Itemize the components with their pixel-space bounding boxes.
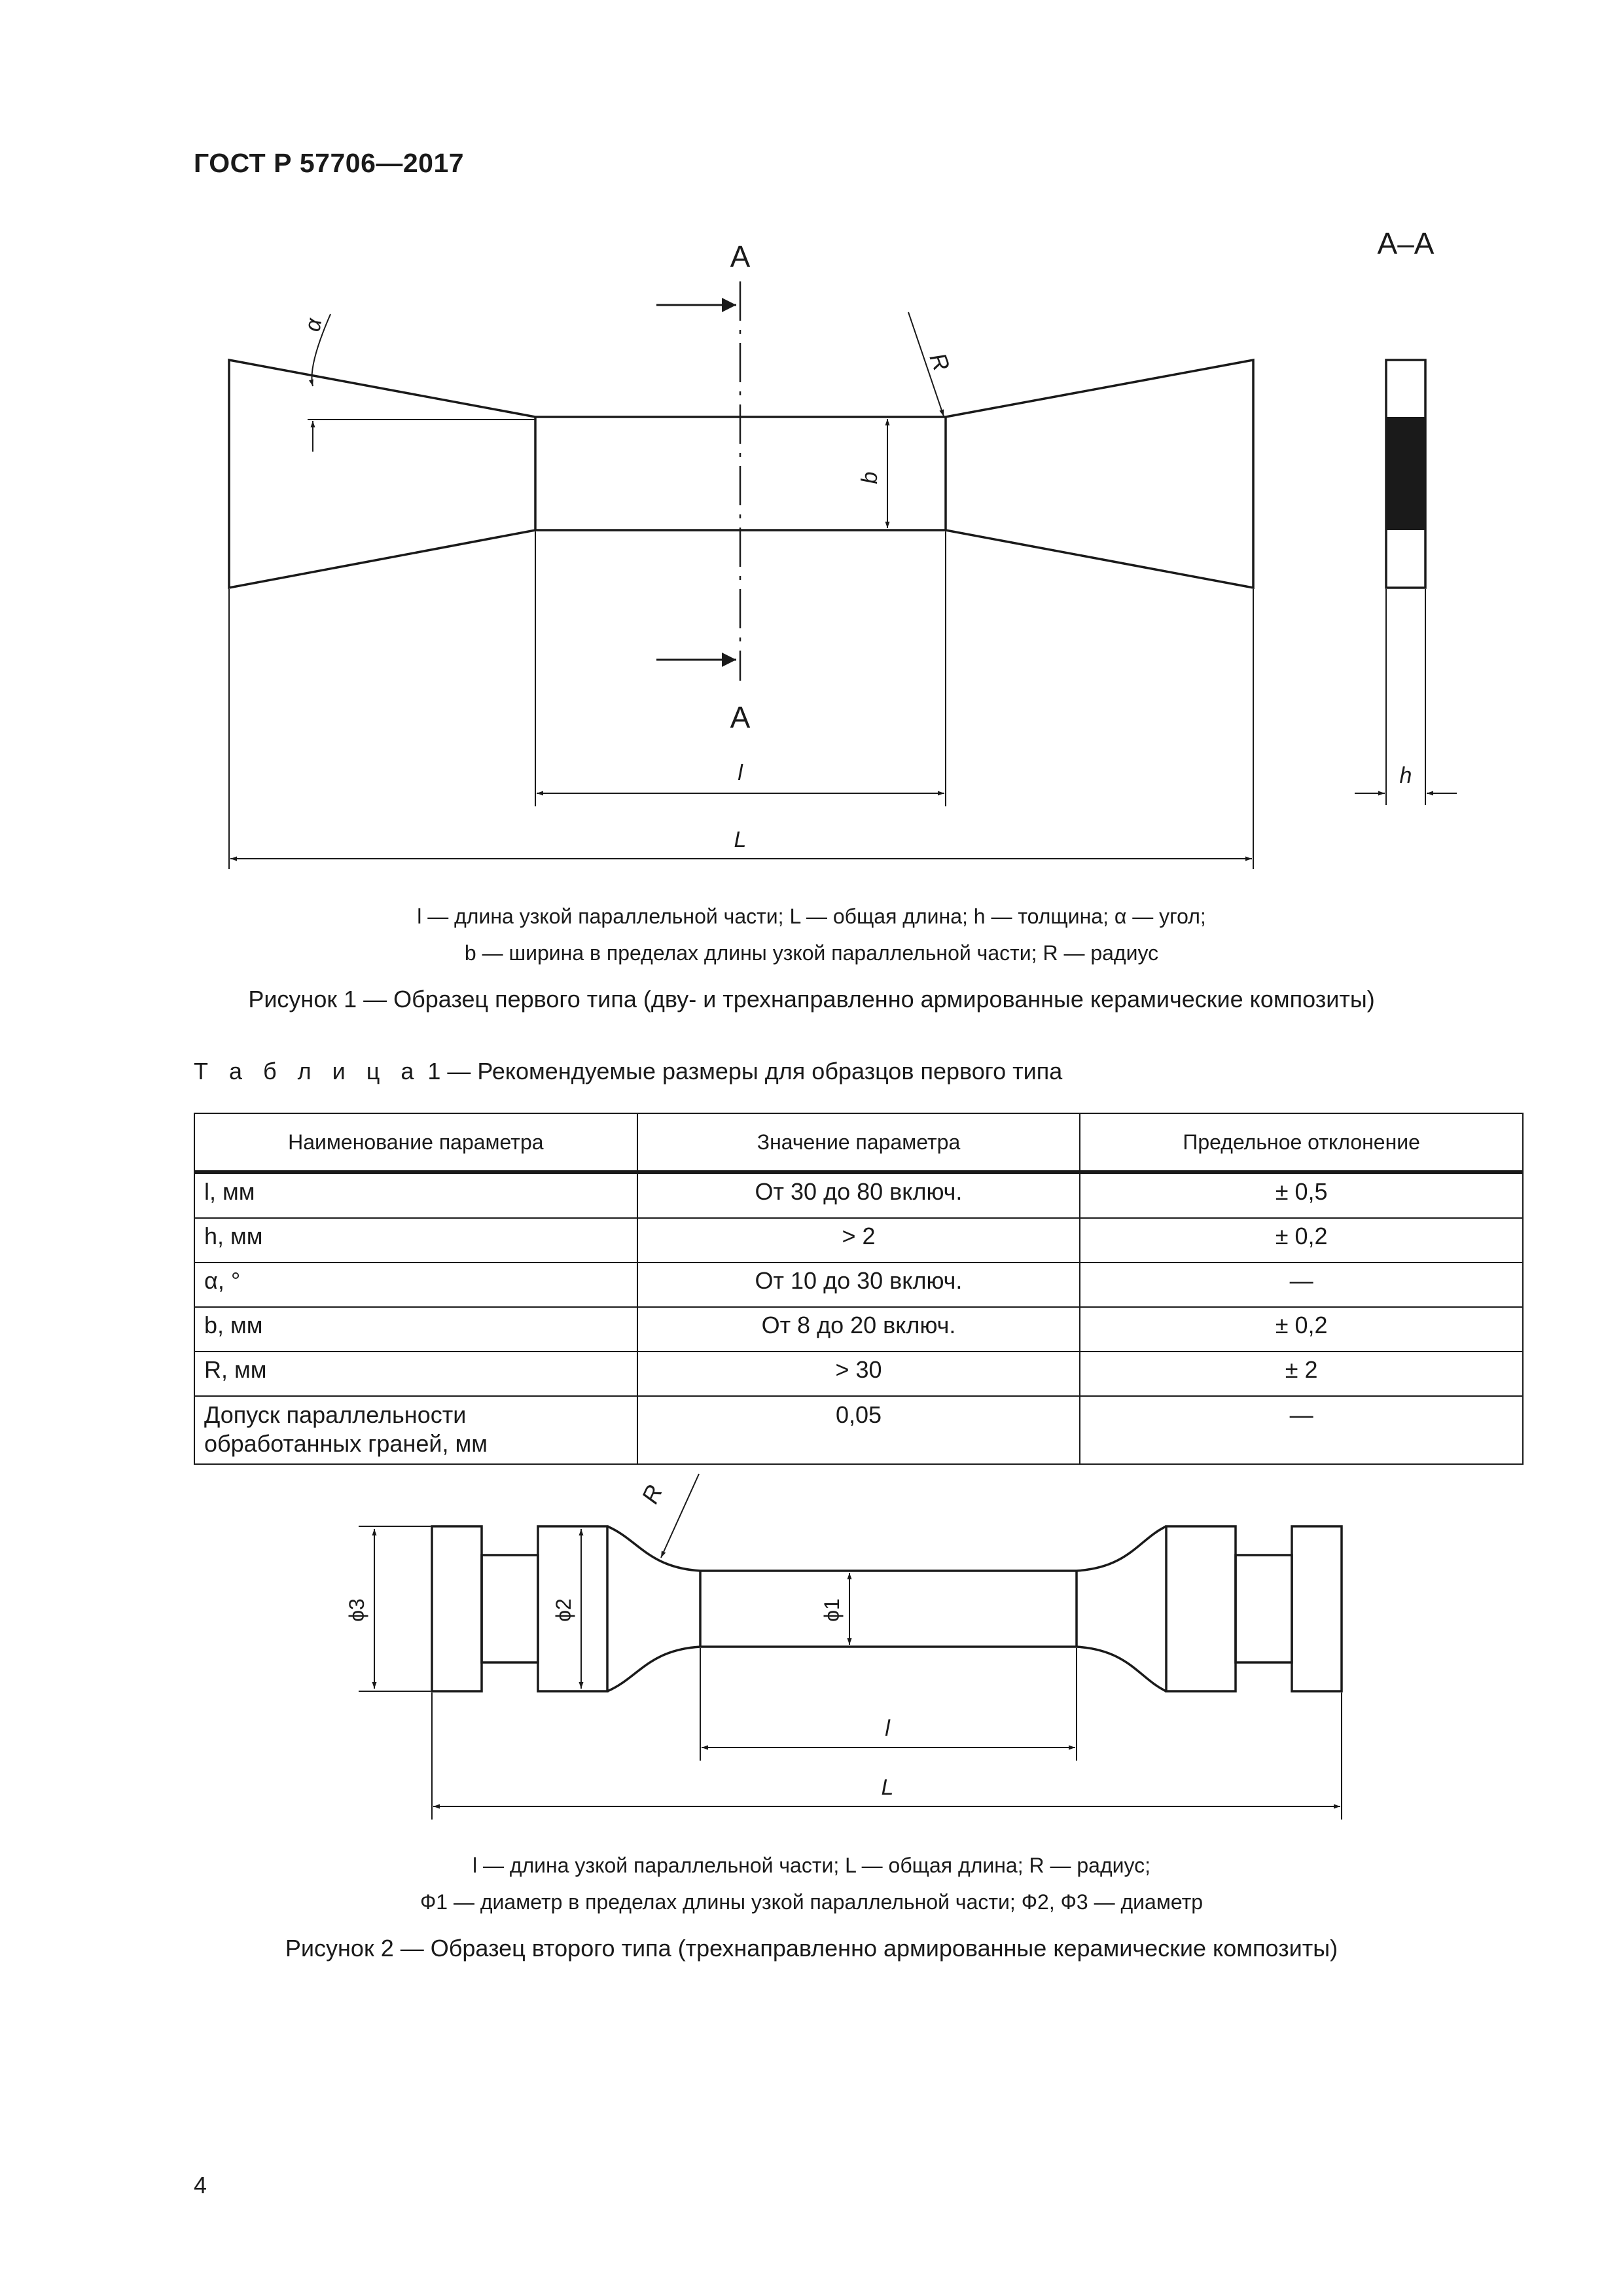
table-1-title [194, 1058, 1062, 1085]
label-h: h [1399, 763, 1412, 788]
cell-tolerance: ± 0,5 [1080, 1172, 1523, 1218]
label-l: l [738, 761, 743, 785]
cell-tolerance: ± 2 [1080, 1352, 1523, 1396]
figure-2-legend-line-2: Ф1 — диаметр в пределах длины узкой параллельной части; Ф2, Ф3 — диаметр [419, 1890, 1204, 1914]
figure-2-legend [196, 1847, 1427, 1920]
figure-2-drawing [0, 1466, 1623, 1833]
label-r-2: R [636, 1480, 668, 1508]
label-phi2: ϕ2 [552, 1598, 575, 1622]
specimen-1-outline [229, 360, 1253, 588]
cell-tolerance: — [1080, 1396, 1523, 1464]
table-1-title-rest: 1 — Рекомендуемые размеры для образцов первого типа [421, 1058, 1063, 1085]
specimen-2-gauge-outline [607, 1526, 1166, 1691]
cell-param: Допуск параллельности обработанных граней, мм [194, 1396, 637, 1464]
figure-1-legend [196, 898, 1427, 971]
table-1 [194, 1113, 1524, 1465]
figure-1-caption: Рисунок 1 — Образец первого типа (дву- и трехнаправленно армированные керамические композиты) [248, 986, 1375, 1013]
table-row [194, 1263, 1523, 1307]
table-row [194, 1218, 1523, 1263]
cell-param: b, мм [194, 1307, 637, 1352]
section-mark-bottom: A [730, 700, 751, 734]
table-row [194, 1307, 1523, 1352]
label-b: b [857, 471, 882, 484]
leader-r-2 [661, 1474, 699, 1558]
specimen-2-neck-left [482, 1555, 538, 1662]
section-view-fill [1386, 417, 1425, 530]
cell-param: α, ° [194, 1263, 637, 1307]
label-alpha: α [300, 316, 327, 334]
section-view-label: A–A [1377, 226, 1435, 260]
cell-param: l, мм [194, 1172, 637, 1218]
document-header: ГОСТ Р 57706—2017 [194, 148, 465, 178]
label-r: R [924, 349, 955, 375]
cell-value: От 30 до 80 включ. [637, 1172, 1080, 1218]
specimen-2-head-right-outer [1292, 1526, 1342, 1691]
figure-1-legend-line-1: l — длина узкой параллельной части; L — общая длина; h — толщина; α — угол; [417, 905, 1206, 928]
cell-value: От 8 до 20 включ. [637, 1307, 1080, 1352]
label-l-2: l [885, 1716, 890, 1741]
label-phi3: ϕ3 [345, 1598, 368, 1622]
header-value: Значение параметра [637, 1113, 1080, 1172]
figure-2-legend-line-1: l — длина узкой параллельной части; L — общая длина; R — радиус; [472, 1854, 1151, 1877]
label-L: L [734, 827, 747, 852]
table-row [194, 1396, 1523, 1464]
cell-param: R, мм [194, 1352, 637, 1396]
cell-value: > 30 [637, 1352, 1080, 1396]
label-L-2: L [881, 1775, 894, 1800]
specimen-2-head-left-outer [432, 1526, 482, 1691]
cell-tolerance: ± 0,2 [1080, 1307, 1523, 1352]
header-tolerance: Предельное отклонение [1080, 1113, 1523, 1172]
specimen-2-head-right-inner [1166, 1526, 1236, 1691]
label-phi1: ϕ1 [820, 1598, 844, 1622]
table-row [194, 1352, 1523, 1396]
cell-param: h, мм [194, 1218, 637, 1263]
cell-tolerance: — [1080, 1263, 1523, 1307]
figure-1-drawing [0, 0, 1623, 903]
cell-value: > 2 [637, 1218, 1080, 1263]
table-header-row [194, 1113, 1523, 1172]
figure-2-caption: Рисунок 2 — Образец второго типа (трехнаправленно армированные керамические композиты) [285, 1935, 1338, 1962]
cell-value: 0,05 [637, 1396, 1080, 1464]
cell-tolerance: ± 0,2 [1080, 1218, 1523, 1263]
page-number: 4 [194, 2172, 207, 2198]
section-mark-top: A [730, 240, 751, 274]
specimen-2-neck-right [1236, 1555, 1292, 1662]
table-1-title-prefix: Т а б л и ц а [194, 1058, 421, 1085]
header-param: Наименование параметра [194, 1113, 637, 1172]
cell-value: От 10 до 30 включ. [637, 1263, 1080, 1307]
table-row [194, 1172, 1523, 1218]
figure-1-legend-line-2: b — ширина в пределах длины узкой параллельной части; R — радиус [464, 941, 1159, 965]
